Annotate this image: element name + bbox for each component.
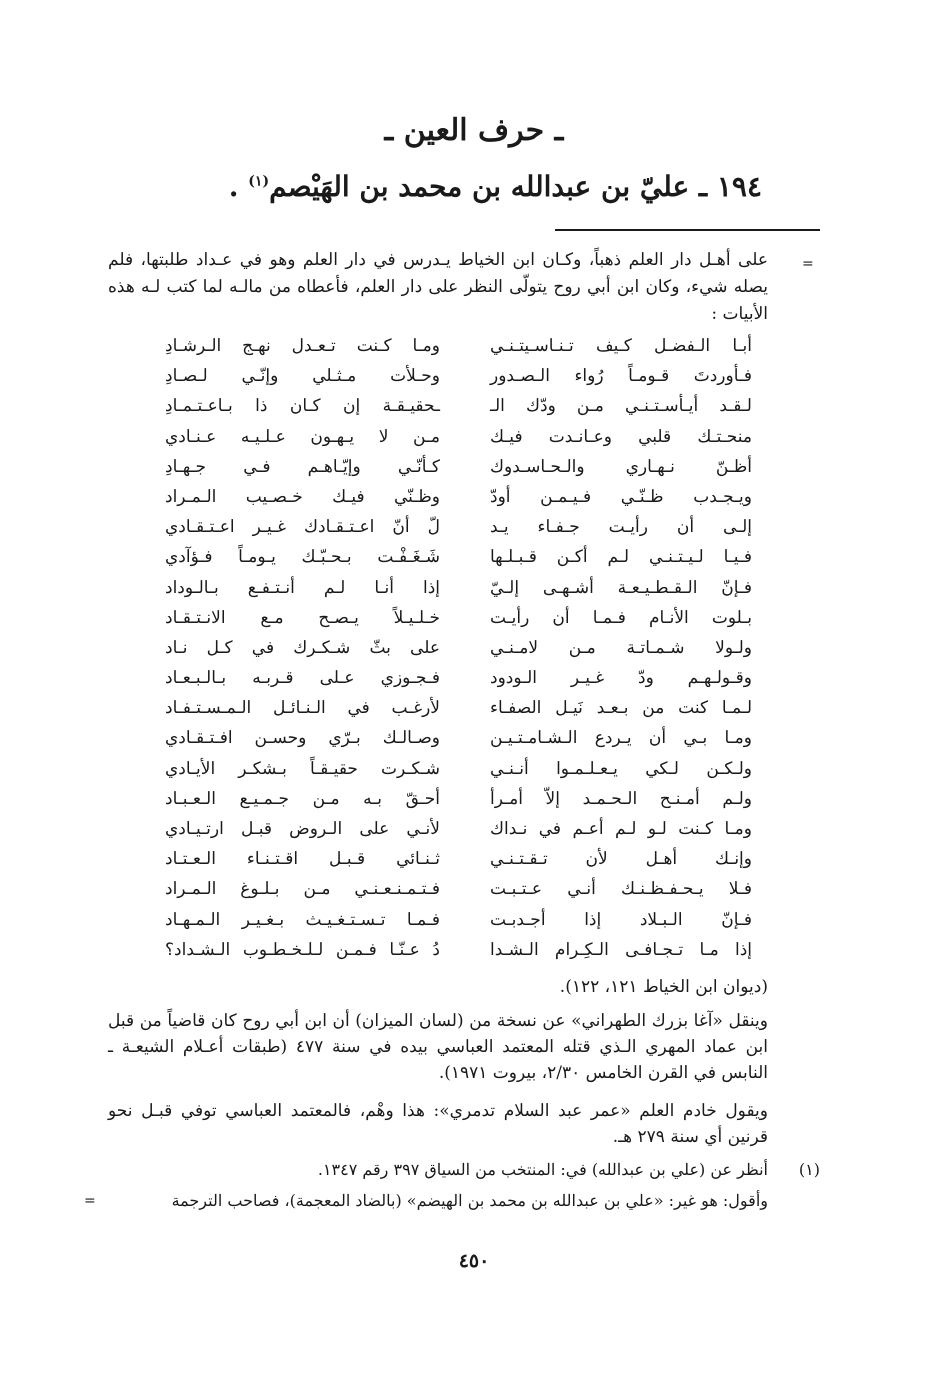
first-hemistich: فـلا يـحـفـظـنـك أنـي عـتـبـت (490, 879, 752, 900)
second-hemistich: إذا أنـا لـم أنـتـفـع بـالـوداد (165, 577, 440, 598)
first-hemistich: فـإنّ الـبـلاد إذا أجـدبـت (490, 909, 752, 930)
second-hemistich: شـكـرت حقيـقـاً بـشكـر الأيـادي (165, 758, 440, 779)
poem-verse (132, 910, 752, 940)
first-hemistich: وإنـك أهـل لأن تـقـتـنـي (490, 849, 752, 870)
poem-verse (132, 849, 752, 879)
poem-verse (132, 638, 752, 668)
entry-title (229, 170, 762, 203)
page-number: ٤٥٠ (458, 1250, 490, 1272)
second-hemistich: لأنـي على الـروض قبـل ارتـيـادي (165, 819, 440, 839)
first-hemistich: ولـم أمـنـح الـحـمـد إلاّ أمـرأ (490, 788, 752, 809)
poem-verse (132, 879, 752, 909)
poem-verse (132, 396, 752, 426)
poem (132, 336, 752, 970)
first-hemistich: أظـنّ نـهـاري والـحـاسـدوك (490, 456, 752, 477)
poem-verse (132, 940, 752, 970)
entry-title-text: ١٩٤ ـ عليّ بن عبدالله بن محمد بن الهَيْصم (269, 170, 762, 203)
footnote-number: (١) (798, 1160, 820, 1179)
first-hemistich: فـيـا لـيـتـنـي لـم أكـن قـبـلـها (490, 547, 752, 568)
second-hemistich: ـحقيـقـة إن كـان ذا بـاعـتـمـادِ (165, 396, 440, 417)
second-hemistich: ثـنـائي قـبـل اقـتـنـاء الـعـتـاد (165, 849, 440, 870)
poem-source: (ديوان ابن الخياط ١٢١، ١٢٢). (559, 977, 768, 997)
poem-verse (132, 668, 752, 698)
second-hemistich: ومـا كـنت تـعـدل نهـج الـرشـادِ (165, 336, 440, 356)
footnote-line-2: وأقول: هو غير: «علي بن عبدالله بن محمد بن الهيضم» (بالضاد المعجمة)، فصاحب الترجمة (171, 1191, 768, 1210)
section-title: ـ حرف العين ـ (384, 113, 564, 148)
first-hemistich: بـلوت الأنـام فـمـا أن رأيـت (490, 607, 752, 628)
first-hemistich: منحـتـك قلبي وعـانـدت فيـك (490, 426, 752, 447)
first-hemistich: أبـا الـفضـل كـيف تـنـاسـيتـنـي (490, 336, 752, 356)
second-hemistich: فـتـمـنـعـنـي مـن بـلـوغ الـمـراد (165, 879, 440, 900)
footnote-ref: (١) (248, 173, 270, 190)
second-hemistich: وصـالـك بـرّي وحسـن افـتـقـادي (165, 728, 440, 749)
second-hemistich: أحـقّ بـه مـن جـمـيـع الـعـبـاد (165, 788, 440, 809)
first-hemistich: لـقـد أيـأسـتـنـي مـن ودّك الـ (490, 396, 752, 417)
paragraph-tehrani: وينقل «آغا بزرك الطهراني» عن نسخة من (لسان الميزان) أن ابن أبي روح كان قاضياً من قبل ابن عماد المهري الـذي قتله المعتمد العباسي بيده في سنة ٤٧٧ (طبقات أعـلام الشيعـة ـ النابس في القرن الخامس ٢/٣٠، بيروت ١٩٧١). (108, 1011, 768, 1083)
poem-verse (132, 366, 752, 396)
first-hemistich: لـمـا كنت من بـعـد نَيـل الصفـاء (490, 698, 752, 719)
footnote-continue-mark: = (84, 1193, 96, 1209)
poem-verse (132, 427, 752, 457)
first-hemistich: إذا مـا تـجـافـى الـكِـرام الـشـدا (490, 939, 752, 960)
second-hemistich: خـلـيـلاً يـصـح مـع الانـتـقـاد (165, 607, 440, 628)
poem-verse (132, 819, 752, 849)
first-hemistich: فـأوردتَ قـومـاً رُواء الـصـدور (490, 366, 752, 387)
second-hemistich: شَـغَـفْـت بـحـبّـك يـومـاً فـؤآدي (165, 547, 440, 568)
poem-verse (132, 728, 752, 758)
paragraph-tadmuri: ويقول خادم العلم «عمر عبد السلام تدمري»: هذا وهْم، فالمعتمد العباسي توفي قبـل نحو قرنين أي سنة ٢٧٩ هـ. (108, 1101, 768, 1147)
first-hemistich: وقـولـهـم ودّ غـيـر الـودود (490, 668, 752, 689)
poem-verse (132, 547, 752, 577)
footnote-line-1: أنظر عن (علي بن عبدالله) في: المنتخب من السياق ٣٩٧ رقم ١٣٤٧. (317, 1160, 768, 1179)
second-hemistich: دُ عـنّـا فـمـن لـلـخـطـوب الـشـداد؟ (165, 939, 440, 960)
second-hemistich: فـجـوزي عـلى قـربـه بـالـبـعـاد (165, 668, 440, 689)
poem-verse (132, 578, 752, 608)
second-hemistich: وحـلأت مـثـلي وإنّـي لـصـادِ (165, 366, 440, 387)
poem-verse (132, 608, 752, 638)
entry-title-end: . (228, 170, 249, 203)
poem-verse (132, 759, 752, 789)
poem-verse (132, 336, 752, 366)
continuation-mark: = (802, 256, 814, 272)
poem-verse (132, 487, 752, 517)
first-hemistich: فـإنّ الـقـطـيـعـة أشـهـى إلـيّ (490, 577, 752, 598)
title-rule (555, 229, 820, 231)
poem-verse (132, 698, 752, 728)
second-hemistich: على بثّ شـكـرك في كـل نـاد (165, 637, 440, 658)
first-hemistich: ويـجـدب ظـنّـي فـيـمـن أودّ (490, 486, 752, 507)
second-hemistich: لأرغـب في الـنـائـل الـمـسـتـفـاد (165, 698, 440, 719)
first-hemistich: ولـولا شـمـاتـة مـن لامـنـي (490, 637, 752, 658)
intro-paragraph: على أهـل دار العلم ذهباً، وكـان ابن الخياط يـدرس في دار العلم وهو في عـداد طلبتها، فلم يصله شيء، وكان ابن أبي روح يتولّى النظر على دار العلم، فأعطاه من مالـه لما كتب لـه هذه الأبيات : (108, 250, 768, 324)
second-hemistich: لّ أنّ اعـتـقـادك غـيـر اعـتـقـادي (165, 517, 440, 538)
poem-verse (132, 517, 752, 547)
poem-verse (132, 457, 752, 487)
poem-verse (132, 789, 752, 819)
second-hemistich: وظـنّي فيـك خـصـيب الـمـراد (165, 486, 440, 507)
second-hemistich: فـمـا تـسـتـغـيـث بـغـيـر الـمـهـاد (165, 909, 440, 930)
first-hemistich: إلـى أن رأيـت جـفـاء يـد (490, 517, 752, 538)
first-hemistich: ولـكـن لـكي يـعـلـمـوا أنـنـي (490, 758, 752, 779)
second-hemistich: كـأنّـي وإيّـاهـم فـي جـهـادِ (165, 456, 440, 477)
first-hemistich: ومـا كـنت لـو لـم أعـم في نـداك (490, 819, 752, 839)
second-hemistich: مـن لا يـهـون عـلـيـه عـنـادي (165, 426, 440, 447)
first-hemistich: ومـا بـي أن يـردع الـشـامـتـيـن (490, 728, 752, 749)
